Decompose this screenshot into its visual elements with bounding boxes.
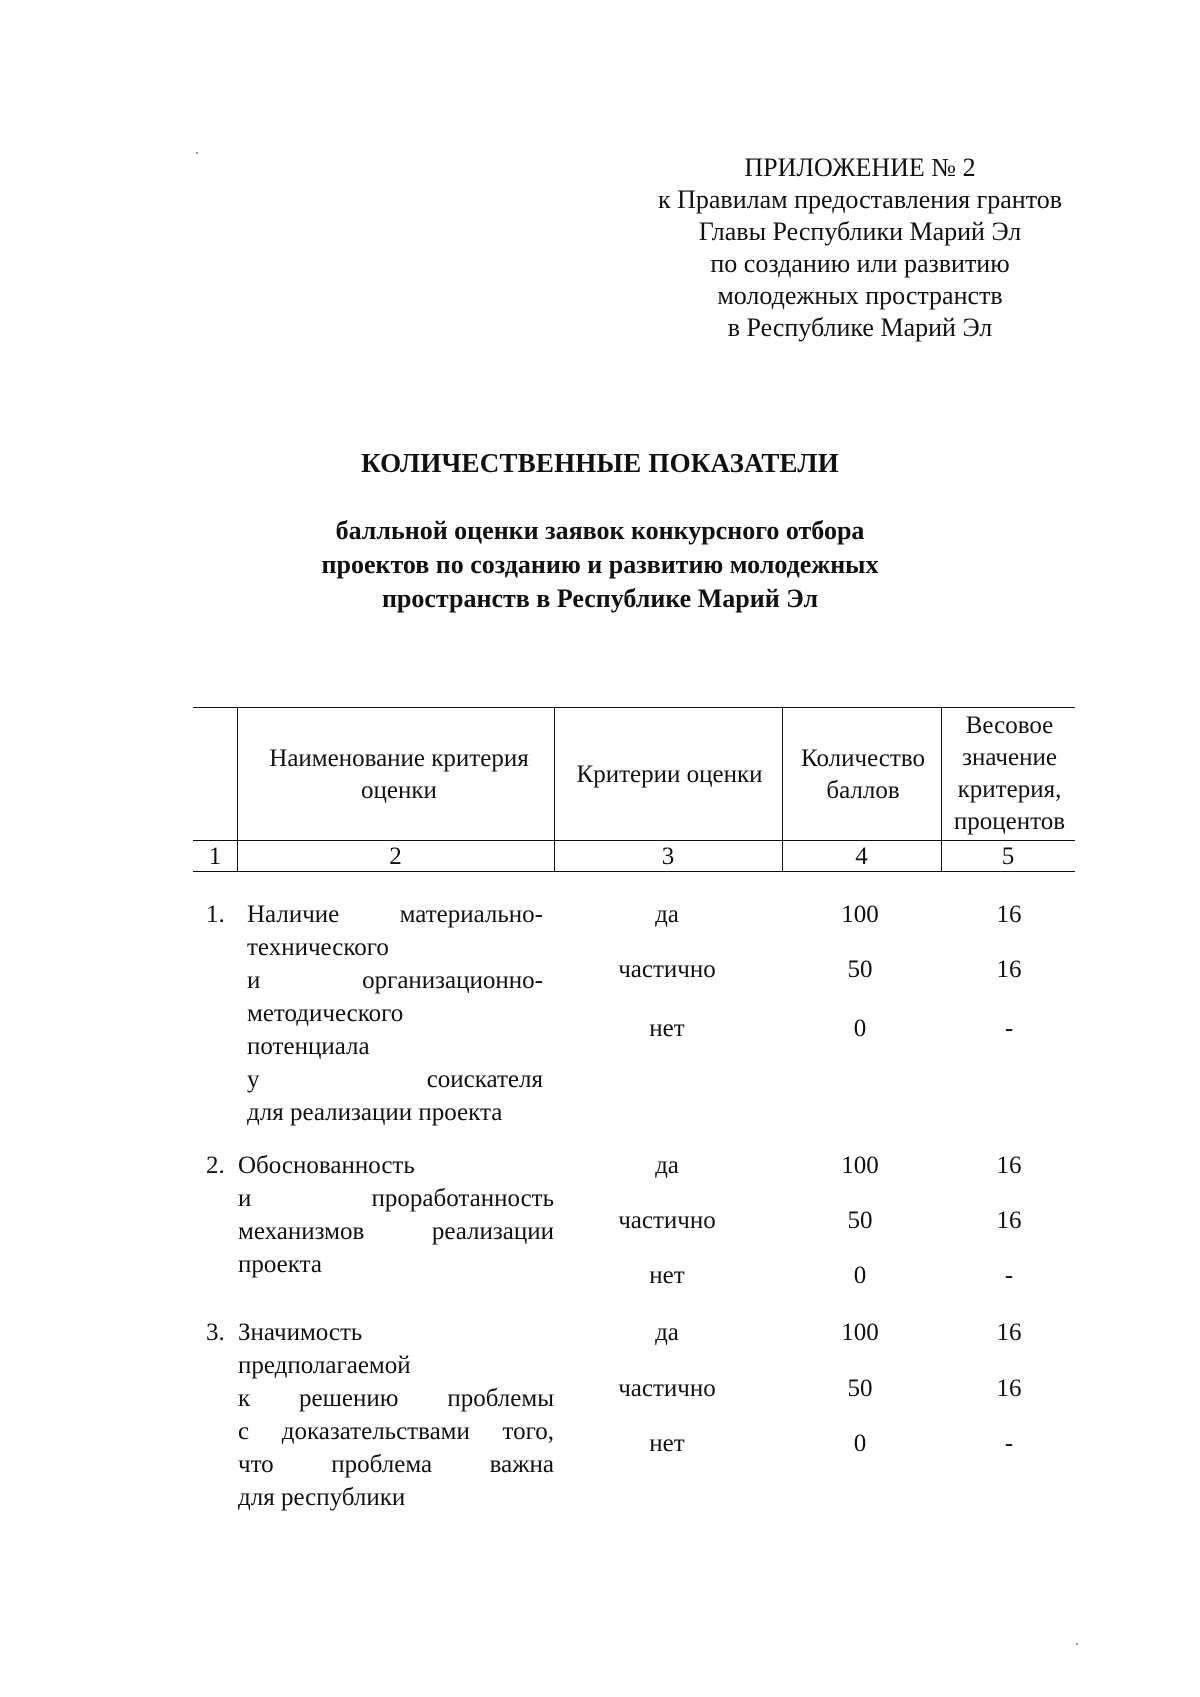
column-number: 5 — [1001, 843, 1015, 870]
weight-value: 16 — [996, 956, 1022, 983]
criterion-name-line: с доказательствами того, — [238, 1418, 554, 1445]
points-value: 100 — [841, 1152, 879, 1179]
subtitle-line: пространств в Республике Марий Эл — [381, 584, 819, 613]
column-number: 2 — [389, 843, 402, 870]
criterion-name-line: проекта — [238, 1251, 322, 1278]
weight-value: 16 — [996, 1319, 1022, 1346]
criteria-value: частично — [618, 1207, 716, 1234]
criterion-name-line: и проработанность — [238, 1185, 554, 1212]
header-criteria: Критерии оценки — [576, 761, 763, 788]
appendix-line: молодежных пространств — [717, 281, 1003, 310]
criterion-name-line: механизмов реализации — [238, 1218, 554, 1245]
weight-value: - — [1004, 1015, 1014, 1042]
appendix-block — [600, 152, 1120, 344]
header-criterion-name: Наименование критерия оценки — [269, 745, 529, 804]
weight-value: 16 — [996, 1375, 1022, 1402]
points-value: 0 — [853, 1262, 867, 1289]
criteria-value: нет — [649, 1015, 685, 1042]
appendix-line: по созданию или развитию — [710, 249, 1010, 278]
points-value: 50 — [847, 956, 873, 983]
criteria-value: да — [655, 1319, 679, 1346]
weight-value: - — [1004, 1430, 1014, 1457]
table-top-border — [193, 707, 1075, 708]
criterion-name-line: Наличие материально- — [247, 901, 543, 928]
criterion-name-line: что проблема важна — [238, 1451, 554, 1478]
criterion-name — [247, 898, 543, 1129]
criterion-name-line: к решению проблемы — [238, 1385, 554, 1412]
points-value: 50 — [847, 1207, 873, 1234]
criterion-name — [238, 1149, 554, 1281]
criteria-value: частично — [618, 956, 716, 983]
criteria-value: нет — [649, 1262, 685, 1289]
points-value: 0 — [853, 1015, 867, 1042]
points-value: 0 — [853, 1430, 867, 1457]
table-header — [193, 707, 1075, 872]
subtitle-line: балльной оценки заявок конкурсного отбора — [335, 516, 865, 545]
criteria-value: да — [655, 901, 679, 928]
weight-value: - — [1004, 1262, 1014, 1289]
criterion-name — [238, 1316, 554, 1514]
table-header-divider — [193, 840, 1075, 841]
points-value: 50 — [847, 1375, 873, 1402]
document-subtitle — [0, 514, 1200, 616]
weight-value: 16 — [996, 901, 1022, 928]
criterion-name-line: предполагаемой — [238, 1352, 411, 1379]
criterion-name-line: потенциала — [247, 1033, 370, 1060]
row-number: 3. — [206, 1319, 225, 1346]
points-value: 100 — [841, 901, 879, 928]
criterion-name-line: у соискателя — [247, 1066, 543, 1093]
scan-speck — [196, 152, 198, 154]
criterion-name-line: и организационно- — [247, 967, 543, 994]
scan-speck — [1076, 1643, 1078, 1645]
criteria-value: частично — [618, 1375, 716, 1402]
criterion-name-line: Значимость — [238, 1319, 363, 1346]
criteria-value: да — [655, 1152, 679, 1179]
criterion-name-line: для республики — [238, 1484, 406, 1511]
row-number: 2. — [206, 1152, 225, 1179]
criterion-name-line: технического — [247, 934, 389, 961]
column-number: 1 — [208, 843, 222, 870]
appendix-line: к Правилам предоставления грантов — [657, 185, 1062, 214]
criterion-name-line: методического — [247, 1000, 404, 1027]
criterion-name-line: для реализации проекта — [247, 1099, 503, 1126]
row-number: 1. — [206, 901, 225, 928]
column-number: 3 — [661, 843, 675, 870]
subtitle-line: проектов по созданию и развитию молодежных — [321, 550, 879, 579]
header-weight: Весовое значение критерия, процентов — [953, 712, 1066, 835]
weight-value: 16 — [996, 1152, 1022, 1179]
column-number: 4 — [855, 843, 868, 870]
criterion-name-line: Обоснованность — [238, 1152, 415, 1179]
appendix-line: в Республике Марий Эл — [727, 313, 993, 342]
points-value: 100 — [841, 1319, 879, 1346]
appendix-line: Главы Республики Марий Эл — [698, 217, 1022, 246]
document-title: КОЛИЧЕСТВЕННЫЕ ПОКАЗАТЕЛИ — [361, 448, 839, 478]
header-points: Количество баллов — [801, 745, 925, 804]
criteria-value: нет — [649, 1430, 685, 1457]
appendix-title: ПРИЛОЖЕНИЕ № 2 — [744, 153, 976, 182]
weight-value: 16 — [996, 1207, 1022, 1234]
